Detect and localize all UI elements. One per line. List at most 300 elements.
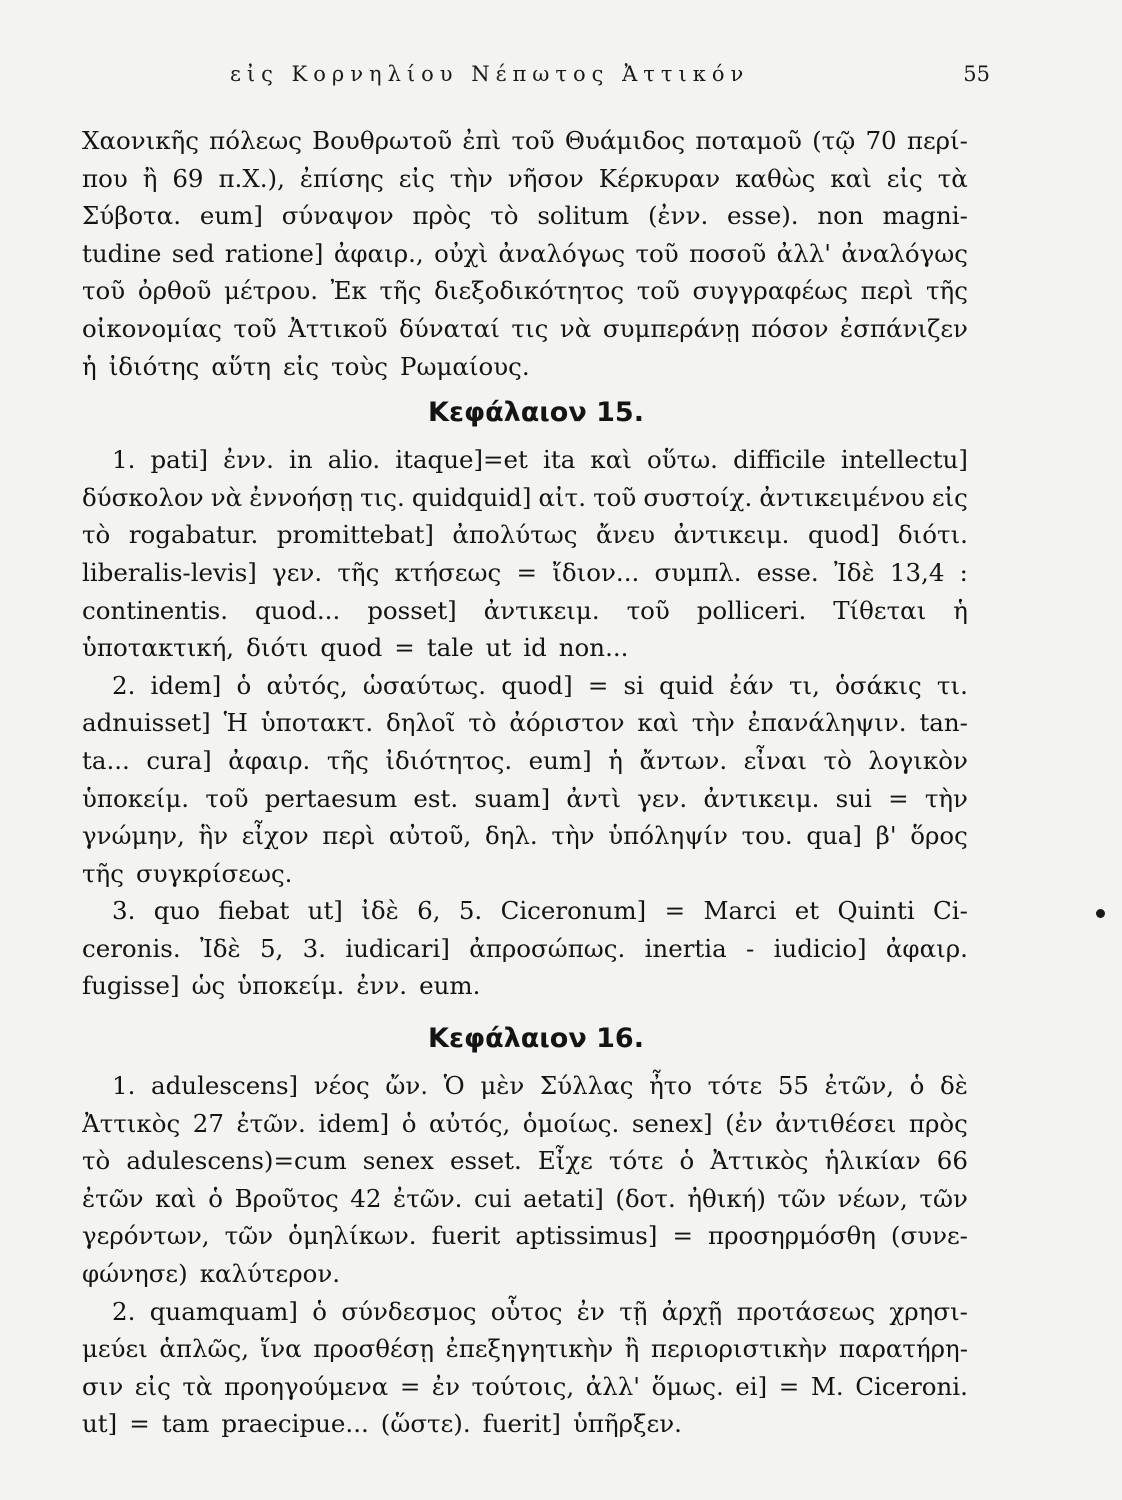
word: νὰ [210, 482, 243, 512]
word: tam [161, 1409, 210, 1439]
word: προηγούμενα [224, 1371, 389, 1401]
word: ἀναλόγως [841, 238, 968, 268]
word: eum] [199, 201, 263, 231]
section-intro [82, 122, 968, 385]
word: ἀντικειμένου [759, 482, 925, 512]
word: τοῦ [626, 595, 670, 625]
word: alio. [327, 445, 381, 475]
word: τοῦ [635, 238, 679, 268]
word: 5. [458, 896, 483, 926]
word: iudicari] [345, 933, 450, 963]
text-line [82, 348, 968, 386]
text-line [82, 1105, 968, 1143]
word: quamquam] [149, 1296, 298, 1326]
word: γεν. [272, 557, 323, 587]
word: ὀρθοῦ [137, 276, 212, 306]
word: τὸ [490, 201, 519, 231]
word: τὰ [937, 163, 968, 193]
word: τότε [707, 1071, 763, 1101]
word: π.Χ.), [218, 163, 285, 193]
word: διεξοδικότητος [434, 276, 625, 306]
text-line [82, 1368, 968, 1406]
word: 55 [777, 1071, 810, 1101]
word: καὶ [155, 1183, 197, 1213]
word: συμπεράνῃ [602, 313, 740, 343]
text-line [82, 930, 968, 968]
word: ἐπὶ [462, 126, 502, 155]
word: τῆς [337, 557, 380, 587]
word: ὁμοίως. [522, 1108, 620, 1138]
word: ποταμοῦ [695, 126, 802, 155]
word: τις. [360, 482, 405, 512]
word: ὁσάκις [835, 670, 922, 700]
word: ut] [82, 1409, 118, 1439]
text-line [82, 516, 968, 554]
word: περί- [906, 126, 968, 155]
word: Ἀττικοῦ [288, 313, 388, 343]
word: 1. [112, 445, 136, 475]
word: = [516, 557, 538, 587]
word: (ὥστε). [380, 1409, 471, 1439]
word: πρὸς [908, 1108, 968, 1138]
word: καὶ [637, 708, 679, 738]
word: τὸ [823, 745, 852, 775]
word: Σύλλας [539, 1071, 634, 1101]
word: = [888, 783, 909, 813]
word: τῆς [926, 276, 968, 306]
running-title: εἰς Κορνηλίου Νέπωτος Ἀττικόν [230, 62, 750, 86]
text-line [82, 1067, 968, 1105]
word: itaque]=et [395, 445, 528, 475]
word: Βουθρωτοῦ [312, 126, 453, 155]
word: ἐτῶν [82, 1183, 144, 1213]
text-line [82, 704, 968, 742]
word: rogabatur. [128, 520, 259, 550]
word: intellectu] [840, 445, 968, 475]
word: ἐπίσης [299, 163, 384, 193]
word: ἰδιότης [108, 351, 200, 381]
word: τοῦ [233, 313, 277, 343]
word: τὴν [924, 783, 968, 813]
word: ita [543, 445, 576, 475]
word: (τῷ [812, 126, 856, 155]
chapter-heading-16: Κεφάλαιον 16. [428, 1023, 644, 1055]
text-line [82, 1293, 968, 1331]
word: τὸ [82, 520, 111, 550]
word: καθὼς [735, 163, 816, 193]
word: που [82, 163, 128, 193]
word: προτάσεως [736, 1296, 876, 1326]
word: Σύβοτα. [82, 201, 182, 231]
word: 3. [302, 933, 327, 963]
word: Ἰδὲ [833, 557, 875, 587]
word: β' [875, 821, 897, 851]
word: τοῦ [82, 276, 126, 306]
word: 13,4 [889, 557, 945, 587]
word: τοῦ [511, 126, 555, 155]
text-line [82, 122, 968, 160]
text-line [82, 817, 968, 855]
word: tudine [82, 238, 162, 268]
word: εἰς [398, 163, 435, 193]
word: 2. [112, 670, 136, 700]
word: ἐσπάνιζεν [840, 313, 968, 343]
word: ut] [307, 896, 343, 926]
word: φώνησε) [82, 1259, 188, 1289]
word: οὕτω. [647, 445, 718, 475]
word: νέος [313, 1071, 370, 1101]
word: fuerit] [482, 1409, 561, 1439]
word: quod... [255, 595, 341, 625]
text-line [82, 441, 968, 479]
word: 70 [865, 126, 897, 155]
word: τὴν [551, 821, 595, 851]
text-line [82, 197, 968, 235]
word: ποσοῦ [689, 238, 767, 268]
word: εἶχον [241, 821, 309, 851]
word: νὰ [559, 313, 592, 343]
word: τὴν [691, 708, 735, 738]
word: συγγραφέως [692, 276, 848, 306]
word: μεύει [82, 1334, 148, 1364]
word: τούτοις, [471, 1371, 575, 1401]
word: ἀόριστον [509, 708, 625, 738]
word: ἀρχῇ [661, 1296, 723, 1326]
word: promittebat] [276, 520, 434, 550]
word: δύσκολον [82, 482, 204, 512]
word: senex [362, 1146, 434, 1176]
word: δηλ. [484, 821, 538, 851]
word: quo [153, 896, 200, 926]
word: διότι. [897, 520, 968, 550]
word: est. [413, 783, 459, 813]
word: Ἀττικὸς [82, 1108, 181, 1138]
text-line [82, 629, 968, 667]
word: ὁ [236, 670, 252, 700]
word: οὗτος [490, 1296, 563, 1326]
word: praecipue... [221, 1409, 369, 1439]
word: Ciceroni. [855, 1371, 968, 1401]
word: si [623, 670, 644, 700]
word: (δοτ. [615, 1183, 676, 1213]
running-head [120, 62, 990, 96]
word: in [288, 445, 313, 475]
word: τὸ [82, 1146, 111, 1176]
word: ut [485, 633, 512, 663]
word: τι, [788, 670, 820, 700]
word: ἐτῶν. [236, 1108, 306, 1138]
word: ἐτῶν, [824, 1071, 895, 1101]
word: tan- [919, 708, 968, 738]
word: aetati] [522, 1183, 604, 1213]
word: γεν. [637, 783, 688, 813]
word: : [959, 557, 968, 587]
text-line [82, 892, 968, 930]
word: δύναταί [399, 313, 500, 343]
word: τὴν [449, 163, 493, 193]
word: esset. [450, 1146, 522, 1176]
word: idem] [150, 670, 222, 700]
word: ta... [82, 745, 130, 775]
word: πόσον [751, 313, 829, 343]
word: suam] [474, 783, 551, 813]
word: ὡσαύτως. [362, 670, 487, 700]
word: inertia [644, 933, 727, 963]
text-line [82, 479, 968, 517]
word: ἐπανάληψιν. [747, 708, 907, 738]
word: ἰδὲ [361, 896, 399, 926]
word: τῆς [326, 745, 369, 775]
word: Ἀττικὸς [710, 1146, 809, 1176]
text-line [82, 554, 968, 592]
word: ἦτο [649, 1071, 693, 1101]
text-line [82, 780, 968, 818]
word: νέων, [837, 1183, 908, 1213]
word: ἀντικειμ. [703, 783, 820, 813]
word: Ἡ [223, 708, 248, 738]
word: ὑποτακτ. [260, 708, 374, 738]
word: fugisse] [82, 971, 180, 1001]
word: πρὸς [412, 201, 472, 231]
word: 6, [417, 896, 441, 926]
word: αὐτοῦ, [388, 821, 472, 851]
word: 5, [259, 933, 284, 963]
word: Marci [703, 896, 777, 926]
word: χρησι- [889, 1296, 968, 1326]
word: ἰδιότητος. [385, 745, 513, 775]
word: ἐνν. [356, 971, 408, 1001]
word: ἁπλῶς, [159, 1334, 250, 1364]
word: ὁ [312, 1296, 328, 1326]
word: καὶ [590, 445, 632, 475]
word: ἐτῶν. [393, 1183, 463, 1213]
word: σιν [82, 1371, 124, 1401]
text-line [82, 160, 968, 198]
text-line [82, 1217, 968, 1255]
word: ἀπροσώπως. [469, 933, 626, 963]
word: - [746, 933, 755, 963]
text-line [82, 1255, 968, 1293]
word: ἀντιθέσει [775, 1108, 897, 1138]
word: esse. [756, 557, 819, 587]
text-line [82, 310, 968, 348]
text-line [82, 272, 968, 310]
word: = [129, 1409, 150, 1439]
word: sui [835, 783, 872, 813]
word: pati] [150, 445, 209, 475]
word: λογικὸν [868, 745, 968, 775]
word: Θυάμιδος [564, 126, 686, 155]
word: Ci- [933, 896, 968, 926]
word: περιοριστικὴν [650, 1334, 828, 1364]
word: adulescens] [151, 1071, 299, 1101]
word: eum. [419, 971, 481, 1001]
word: αὐτός, [266, 670, 348, 700]
word: cui [474, 1183, 512, 1213]
word: continentis. [82, 595, 229, 625]
word: ἀντικειμ. [673, 520, 790, 550]
word: quid [659, 670, 715, 700]
word: quidquid] [411, 482, 532, 512]
word: iudicio] [773, 933, 867, 963]
word: Ἐκ [330, 276, 367, 306]
word: ἀλλ' [585, 1371, 641, 1401]
word: ἐνν. [223, 445, 274, 475]
word: adulescens)=cum [126, 1146, 347, 1176]
word: μέτρου. [224, 276, 319, 306]
word: Ὁ [443, 1071, 465, 1101]
word: ἢ [624, 1334, 640, 1364]
word: τῶν [777, 1183, 826, 1213]
word: εἰς [931, 482, 968, 512]
word: ὡς [191, 971, 226, 1001]
word: δηλοῖ [386, 708, 456, 738]
word: 27 [192, 1108, 224, 1138]
text-line [82, 1180, 968, 1218]
word: (ἐνν. [647, 201, 709, 231]
word: posset] [367, 595, 457, 625]
word: id [523, 633, 547, 663]
word: non [817, 201, 864, 231]
word: Εἶχε [537, 1146, 593, 1176]
word: ἴδιον... [552, 557, 640, 587]
word: 2. [112, 1296, 136, 1326]
word: τότε [608, 1146, 664, 1176]
word: = [672, 1221, 693, 1251]
word: ἐάν [729, 670, 774, 700]
word: liberalis-levis] [82, 557, 257, 587]
word: τὸ [468, 708, 497, 738]
word: καλύτερον. [199, 1259, 341, 1289]
word: = [399, 1371, 421, 1401]
word: ὅρος [910, 821, 968, 851]
word: συμπλ. [654, 557, 742, 587]
word: ὁ [679, 1146, 695, 1176]
word: senex] [631, 1108, 713, 1138]
word: τῶν [919, 1183, 968, 1213]
word: τις [511, 313, 549, 343]
word: ἡ [953, 595, 968, 625]
word: 3. [112, 896, 136, 926]
word: difficile [733, 445, 826, 475]
word: τοῦ [205, 783, 249, 813]
word: γερόντων, [82, 1221, 210, 1251]
word: ἣν [198, 821, 229, 851]
word: αὐτός, [429, 1108, 511, 1138]
section-chapter-16 [82, 1067, 968, 1443]
word: esse). [727, 201, 799, 231]
word: ei] [735, 1371, 768, 1401]
text-line [82, 855, 968, 893]
word: ὤν. [385, 1071, 429, 1101]
word: 69 [172, 163, 204, 193]
chapter-heading-15: Κεφάλαιον 15. [428, 397, 644, 429]
word: συστοίχ. [643, 482, 753, 512]
word: (συνε- [890, 1221, 968, 1251]
word: οὐχὶ [434, 238, 489, 268]
word: ἐπεξηγητικὴν [445, 1334, 614, 1364]
word: τοῦ [593, 482, 637, 512]
word: εἶναι [743, 745, 808, 775]
word: αὕτη [211, 351, 272, 381]
word: κτήσεως [394, 557, 502, 587]
text-line [82, 667, 968, 705]
word: του. [741, 821, 793, 851]
word: eum] [528, 745, 592, 775]
word: ἢ [142, 163, 158, 193]
page-number: 55 [963, 62, 990, 86]
word: σύναψον [281, 201, 394, 231]
word: qua] [806, 821, 862, 851]
text-line [82, 967, 968, 1005]
word: ἀφαιρ., [333, 238, 424, 268]
word: πόλεως [209, 126, 302, 155]
word: quod] [501, 670, 573, 700]
text-line [82, 1330, 968, 1368]
word: οἰκονομίας [82, 313, 222, 343]
word: = [587, 670, 609, 700]
word: τῆς [82, 858, 124, 888]
word: et [794, 896, 820, 926]
word: ἀντὶ [566, 783, 621, 813]
word: Χαονικῆς [82, 126, 199, 155]
word: ὁ [401, 1108, 417, 1138]
word: σύνδεσμος [341, 1296, 477, 1326]
word: ἡλικίαν [824, 1146, 921, 1176]
section-chapter-15 [82, 441, 968, 1005]
word: 42 [350, 1183, 382, 1213]
word: Κέρκυραν [598, 163, 721, 193]
word: προσθέσῃ [313, 1334, 435, 1364]
word: ἀπολύτως [452, 520, 578, 550]
word: τι. [936, 670, 968, 700]
word: περὶ [860, 276, 914, 306]
word: 1. [112, 1071, 136, 1101]
word: συγκρίσεως. [135, 858, 293, 888]
word: Ciceronum] [500, 896, 647, 926]
word: μὲν [480, 1071, 525, 1101]
word: M. [810, 1371, 844, 1401]
word: διότι [246, 633, 309, 663]
word: ἠθική) [687, 1183, 766, 1213]
word: ἀλλ' [776, 238, 831, 268]
word: non... [558, 633, 629, 663]
word: τῆς [379, 276, 422, 306]
word: ἀφαιρ. [228, 745, 311, 775]
text-line [82, 742, 968, 780]
word: Τίθεται [833, 595, 927, 625]
word: τὰ [182, 1371, 213, 1401]
word: ἡ [608, 745, 623, 775]
word: καὶ [830, 163, 872, 193]
word: = [664, 896, 686, 926]
text-line [82, 235, 968, 273]
word: tale [426, 633, 474, 663]
word: εἰς [134, 1371, 171, 1401]
word: pertaesum [264, 783, 398, 813]
word: ἀντικειμ. [483, 595, 600, 625]
word: solitum [537, 201, 630, 231]
word: εἰς [886, 163, 923, 193]
word: ὑπῆρξεν. [572, 1409, 682, 1439]
word: ὑποτακτική, [82, 633, 235, 663]
word: τοὺς [331, 351, 388, 381]
word: quod [320, 633, 383, 663]
word: περὶ [322, 821, 376, 851]
margin-dot-mark [1096, 909, 1105, 918]
word: ὁ [208, 1183, 223, 1213]
word: ἵνα [260, 1334, 302, 1364]
